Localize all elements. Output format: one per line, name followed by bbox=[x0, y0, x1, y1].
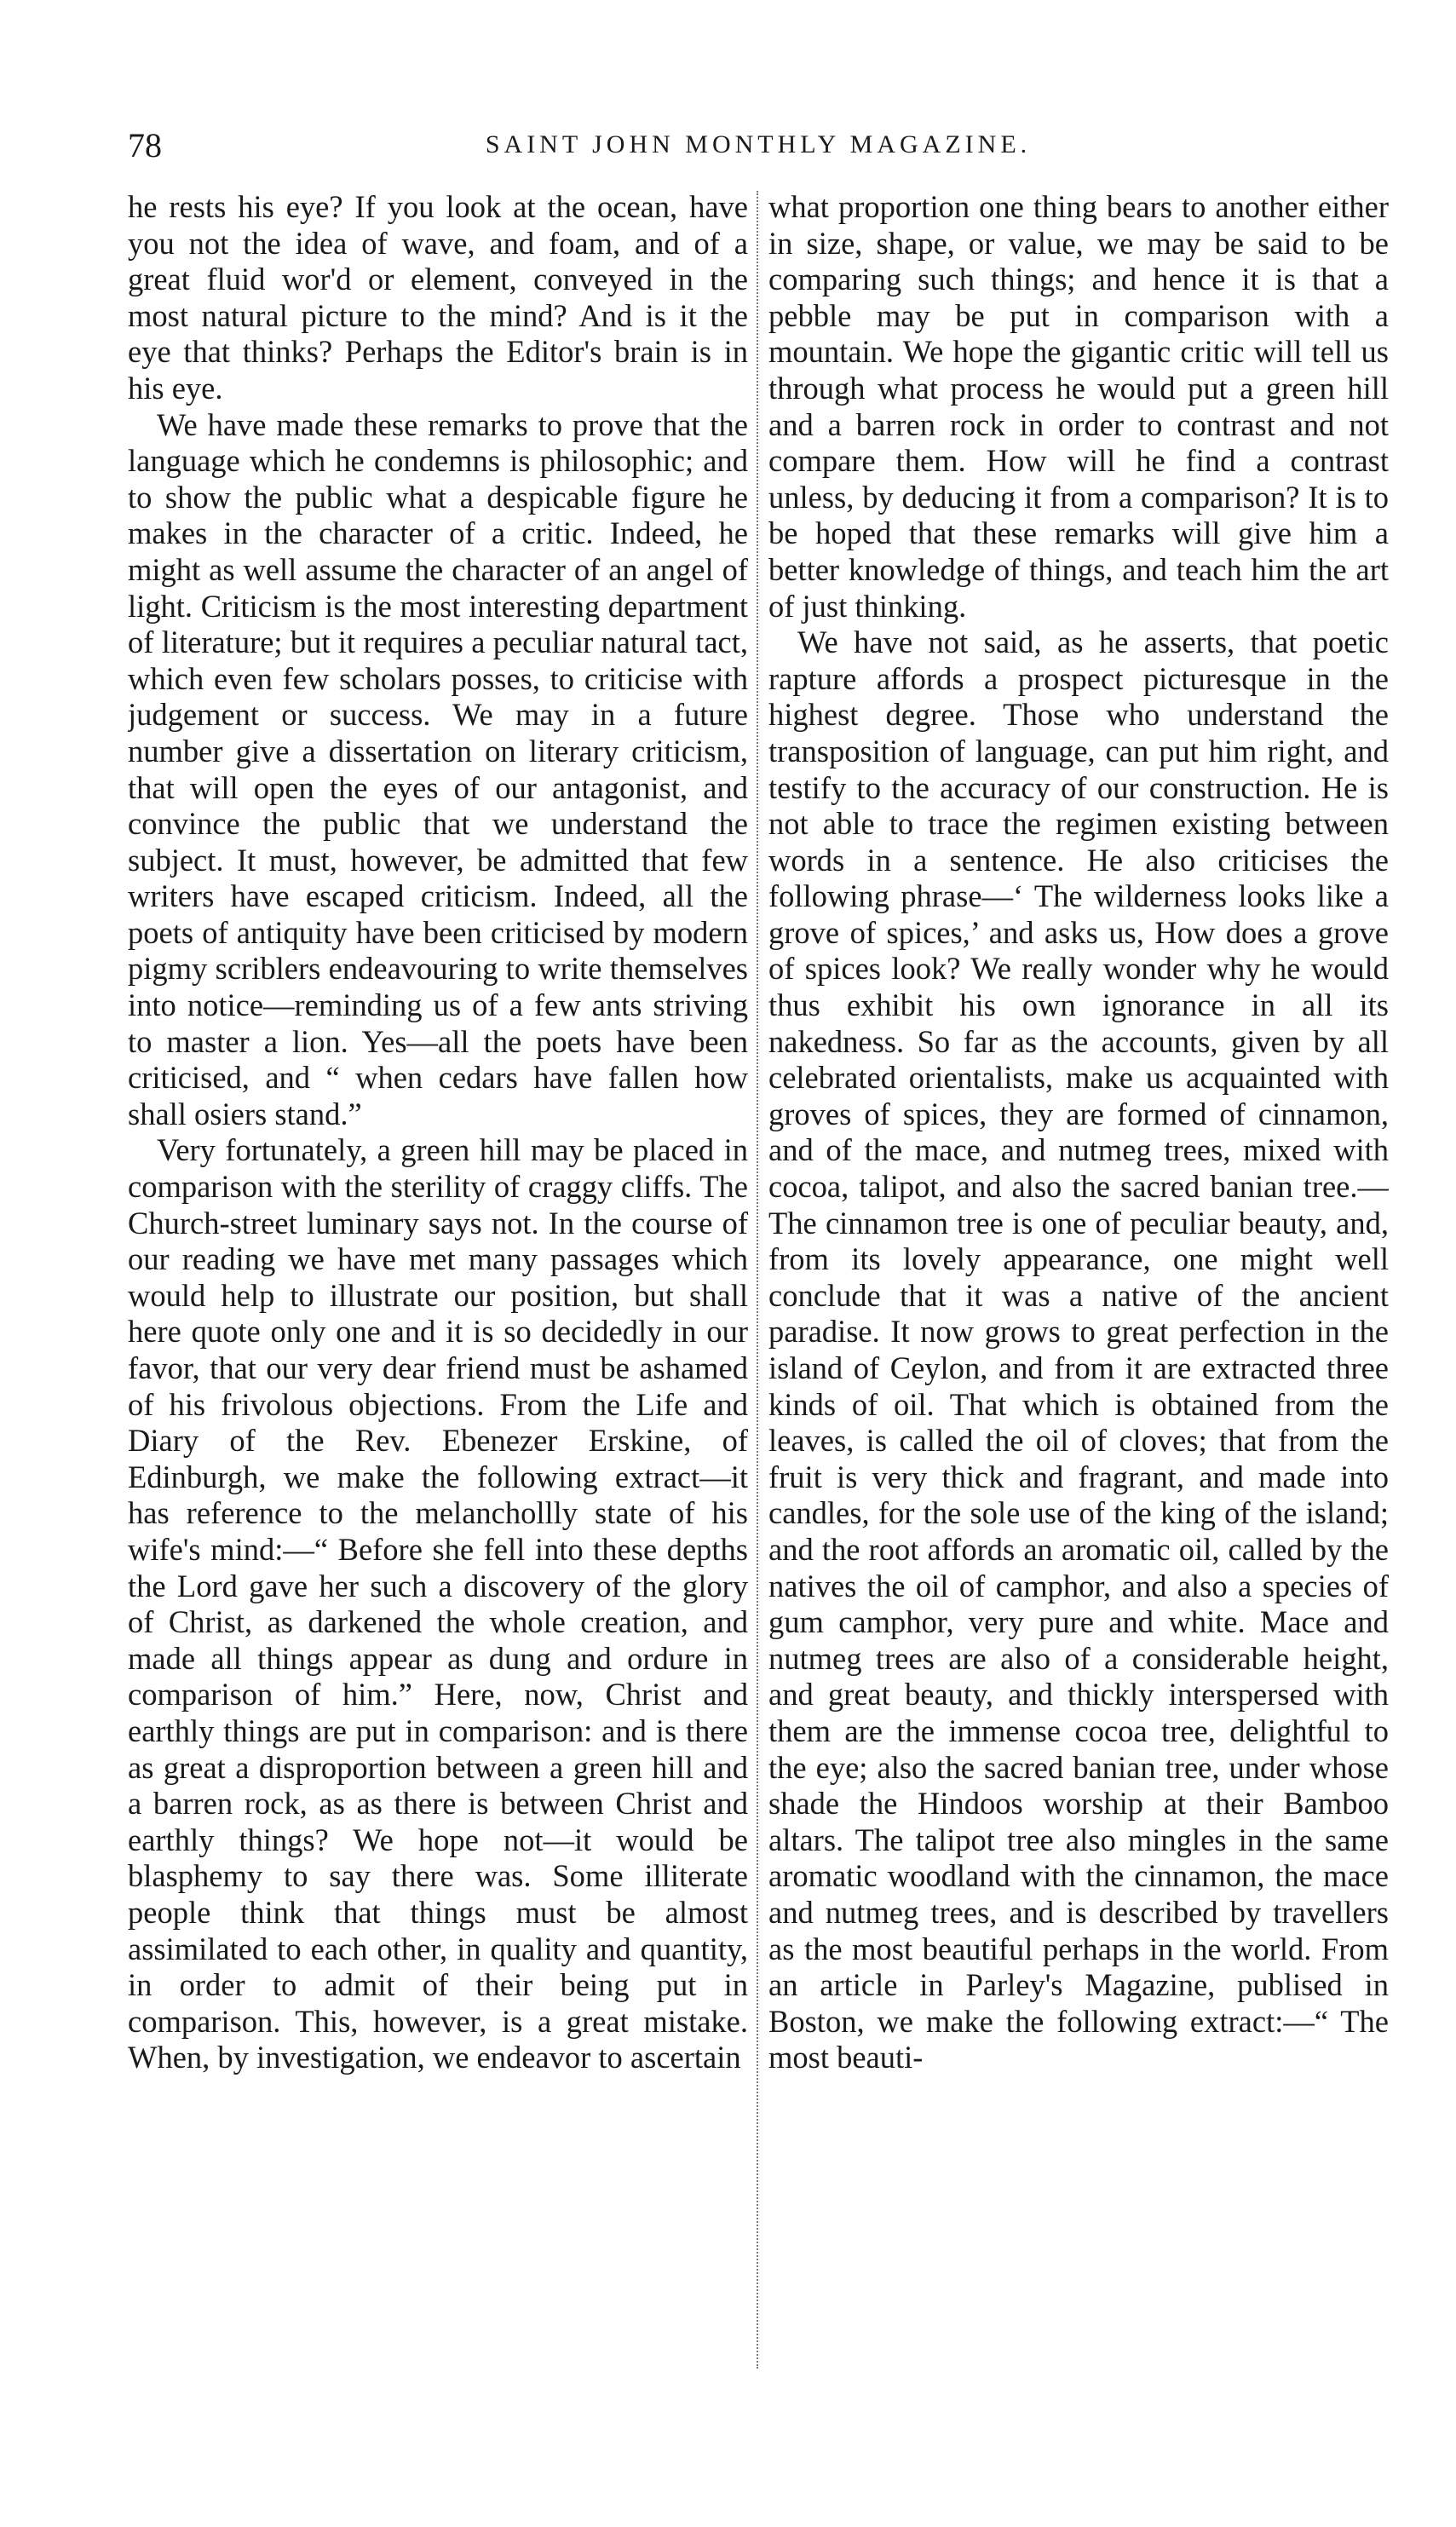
paragraph: We have made these remarks to prove that the language which he condemns is philosophic; and to show the public what a despicable figure he makes in the character of a critic. Indeed, he might as well assume the character of an angel of light. Criticism is the most interesting department of literature; but it requires a peculiar natural tact, which even few scholars posses, to criticise with judgement or success. We may in a future number give a dissertation on literary criticism, that will open the eyes of our antagonist, and convince the public that we understand the subject. It must, however, be admitted that few writers have escaped criticism. Indeed, all the poets of antiquity have been criticised by modern pigmy scriblers endeavouring to write themselves into notice—reminding us of a few ants striving to master a lion. Yes—all the poets have been criticised, and “ when cedars have fallen how shall osiers stand.” bbox=[128, 406, 748, 1131]
running-head: SAINT JOHN MONTHLY MAGAZINE. bbox=[485, 130, 1032, 158]
paragraph: he rests his eye? If you look at the ocean, have you not the idea of wave, and foam, and of a great fluid wor'd or element, conveyed in the most natural picture to the mind? And is it the eye that thinks? Perhaps the Editor's brain is in his eye. bbox=[128, 189, 748, 406]
page-header bbox=[128, 119, 1389, 170]
paragraph: Very fortunately, a green hill may be placed in comparison with the sterility of craggy cliffs. The Church-street luminary says not. In the course of our reading we have met many passages which would help to illustrate our position, but shall here quote only one and it is so decidedly in our favor, that our very dear friend must be ashamed of his frivolous objections. From the Life and Diary of the Rev. Ebenezer Erskine, of Edinburgh, we make the following extract—it has reference to the melanchollly state of his wife's mind:—“ Before she fell into these depths the Lord gave her such a discovery of the glory of Christ, as darkened the whole creation, and made all things appear as dung and ordure in comparison of him.” Here, now, Christ and earthly things are put in comparison: and is there as great a disproportion between a green hill and a barren rock, as as there is between Christ and earthly things? We hope not—it would be blasphemy to say there was. Some illiterate people think that things must be almost assimilated to each other, in quality and quantity, in order to admit of their being put in comparison. This, however, is a great mistake. When, by investigation, we endeavor to ascertain bbox=[128, 1132, 748, 2075]
right-column bbox=[768, 189, 1389, 2370]
paragraph: what proportion one thing bears to another either in size, shape, or value, we may be said to be comparing such things; and hence it is that a pebble may be put in comparison with a mountain. We hope the gigantic critic will tell us through what process he would put a green hill and a barren rock in order to contrast and not compare them. How will he find a contrast unless, by deducing it from a comparison? It is to be hoped that these remarks will give him a better knowledge of things, and teach him the art of just thinking. bbox=[768, 189, 1389, 624]
column-divider bbox=[757, 191, 758, 2369]
paragraph: We have not said, as he asserts, that poetic rapture affords a prospect picturesque in the highest degree. Those who understand the transposition of language, can put him right, and testify to the accuracy of our construction. He is not able to trace the regimen existing between words in a sentence. He also criticises the following phrase—‘ The wilderness looks like a grove of spices,’ and asks us, How does a grove of spices look? We really wonder why he would thus exhibit his own ignorance in all its nakedness. So far as the accounts, given by all celebrated orientalists, make us acquainted with groves of spices, they are formed of cinnamon, and of the mace, and nutmeg trees, mixed with cocoa, talipot, and also the sacred banian tree.—The cinnamon tree is one of peculiar beauty, and, from its lovely appearance, one might well conclude that it was a native of the ancient paradise. It now grows to great perfection in the island of Ceylon, and from it are extracted three kinds of oil. That which is obtained from the leaves, is called the oil of cloves; that from the fruit is very thick and fragrant, and made into candles, for the sole use of the king of the island; and the root affords an aromatic oil, called by the natives the oil of camphor, and also a species of gum camphor, very pure and white. Mace and nutmeg trees are also of a considerable height, and great beauty, and thickly interspersed with them are the immense cocoa tree, delightful to the eye; also the sacred banian tree, under whose shade the Hindoos worship at their Bamboo altars. The talipot tree also mingles in the same aromatic woodland with the cinnamon, the mace and nutmeg trees, and is described by travellers as the most beautiful perhaps in the world. From an article in Parley's Magazine, publised in Boston, we make the following extract:—“ The most beauti- bbox=[768, 625, 1389, 2075]
page-number: 78 bbox=[128, 125, 162, 164]
left-column bbox=[128, 189, 748, 2370]
